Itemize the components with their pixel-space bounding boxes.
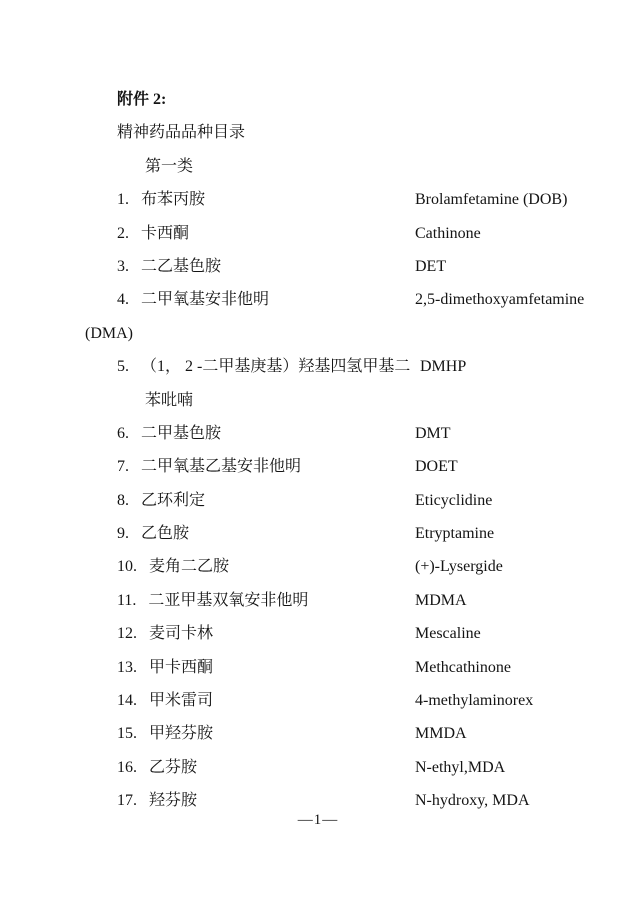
item-name-en: Etryptamine <box>415 525 495 543</box>
item-number: 10. <box>117 558 137 576</box>
drug-list-item <box>0 217 636 250</box>
item-name-cn: 二甲基色胺 <box>141 424 222 442</box>
item-name-cn: 甲卡西酮 <box>149 658 214 676</box>
item-name-en: Eticyclidine <box>415 491 493 509</box>
item-name-en: DOET <box>415 458 458 476</box>
item-name-cn: 乙芬胺 <box>149 758 198 776</box>
item-number: 2. <box>117 224 129 242</box>
item-number: 15. <box>117 725 137 743</box>
item-name-en: N-ethyl,MDA <box>415 758 506 776</box>
item-number: 13. <box>117 658 137 676</box>
drug-list-item <box>0 584 636 617</box>
item-name-cn: 羟芬胺 <box>149 792 198 810</box>
item-name-en: Cathinone <box>415 224 481 242</box>
item-number: 12. <box>117 625 137 643</box>
drug-list-item <box>0 550 636 583</box>
item-name-cn: （1， 2 -二甲基庚基）羟基四氢甲基二 <box>141 358 411 376</box>
drug-list-item <box>0 283 636 316</box>
item-name-cn: 二亚甲基双氧安非他明 <box>148 591 309 609</box>
drug-list-item <box>0 417 636 450</box>
item-name-cn: 麦司卡林 <box>149 625 214 643</box>
item-name-en: 4-methylaminorex <box>415 692 534 710</box>
drug-list-item <box>0 450 636 483</box>
item-name-en: (+)-Lysergide <box>415 558 503 576</box>
item-name-en: DMT <box>415 424 451 442</box>
item-name-cn-wrap: 苯吡喃 <box>145 391 194 409</box>
item-number: 6. <box>117 424 129 442</box>
item-name-en: DMHP <box>420 358 467 376</box>
item-number: 11. <box>117 591 137 609</box>
drug-list-item <box>0 517 636 550</box>
drug-list-item <box>0 617 636 650</box>
item-name-cn: 麦角二乙胺 <box>149 558 230 576</box>
item-name-cn: 二甲氧基安非他明 <box>141 291 270 309</box>
item-name-cn: 乙色胺 <box>141 525 190 543</box>
item-name-cn: 甲米雷司 <box>149 692 214 710</box>
item-name-en: MMDA <box>415 725 467 743</box>
item-number: 1. <box>117 191 129 209</box>
item-name-en: Mescaline <box>415 625 481 643</box>
item-number: 7. <box>117 458 129 476</box>
item-name-en: Methcathinone <box>415 658 511 676</box>
page-number: —1— <box>297 812 339 828</box>
drug-list-item <box>0 350 636 383</box>
item-continuation-cn <box>0 384 636 417</box>
item-name-en: DET <box>415 257 447 275</box>
item-number: 5. <box>117 358 129 376</box>
item-name-cn: 二乙基色胺 <box>141 257 222 275</box>
item-number: 8. <box>117 491 129 509</box>
item-number: 14. <box>117 692 137 710</box>
item-continuation-dma <box>0 317 636 350</box>
drug-list-item <box>0 183 636 216</box>
drug-list-item <box>0 751 636 784</box>
drug-list-item <box>0 250 636 283</box>
document-title: 精神药品品种目录 <box>117 124 246 142</box>
drug-list-item <box>0 717 636 750</box>
drug-list-item <box>0 484 636 517</box>
item-name-en: MDMA <box>415 591 467 609</box>
item-name-cn: 布苯丙胺 <box>141 191 206 209</box>
drug-list-item <box>0 684 636 717</box>
item-number: 4. <box>117 291 129 309</box>
item-name-en: 2,5-dimethoxyamfetamine <box>415 291 585 309</box>
item-name-en: Brolamfetamine (DOB) <box>415 191 568 209</box>
item-number: 16. <box>117 758 137 776</box>
item-name-cn: 甲羟芬胺 <box>149 725 214 743</box>
item-name-cn: 乙环利定 <box>141 491 206 509</box>
item-name-cn: 二甲氧基乙基安非他明 <box>141 458 302 476</box>
item-number: 9. <box>117 525 129 543</box>
attachment-label: 附件 2: <box>117 91 167 108</box>
item-number: 17. <box>117 792 137 810</box>
item-name-cn: 卡西酮 <box>141 224 190 242</box>
item-number: 3. <box>117 257 129 275</box>
item-name-en: N-hydroxy, MDA <box>415 792 530 810</box>
drug-list-item <box>0 651 636 684</box>
item-name-en-wrap: (DMA) <box>85 324 133 342</box>
category-heading: 第一类 <box>145 157 194 175</box>
